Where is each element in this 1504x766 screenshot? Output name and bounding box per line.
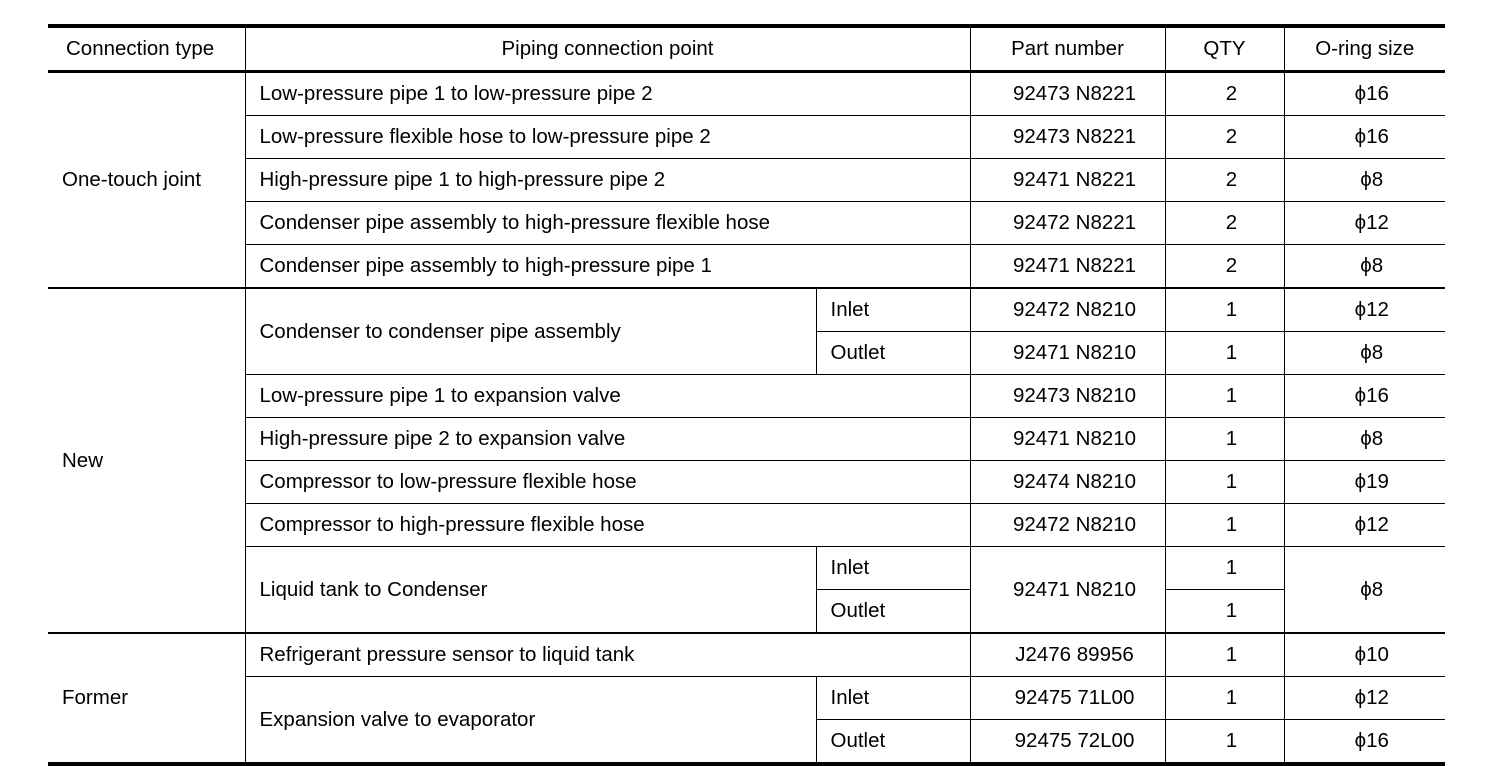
header-qty: QTY — [1165, 26, 1284, 72]
connection-point: Low-pressure pipe 1 to expansion valve — [245, 375, 970, 418]
qty: 2 — [1165, 159, 1284, 202]
part-number: 92471 N8221 — [970, 159, 1165, 202]
header-connection-type: Connection type — [48, 26, 245, 72]
o-ring-size: ϕ10 — [1284, 633, 1445, 677]
qty: 1 — [1165, 633, 1284, 677]
o-ring-size: ϕ8 — [1284, 159, 1445, 202]
o-ring-size: ϕ12 — [1284, 677, 1445, 720]
part-number: J2476 89956 — [970, 633, 1165, 677]
part-number: 92471 N8210 — [970, 332, 1165, 375]
header-part-number: Part number — [970, 26, 1165, 72]
port-label: Inlet — [816, 288, 970, 332]
o-ring-size: ϕ8 — [1284, 418, 1445, 461]
o-ring-size: ϕ8 — [1284, 245, 1445, 289]
table-row — [48, 504, 1445, 547]
connection-point: High-pressure pipe 1 to high-pressure pipe 2 — [245, 159, 970, 202]
part-number: 92473 N8210 — [970, 375, 1165, 418]
o-ring-size: ϕ16 — [1284, 375, 1445, 418]
o-ring-size: ϕ16 — [1284, 720, 1445, 765]
part-number: 92472 N8210 — [970, 288, 1165, 332]
table-row — [48, 72, 1445, 116]
table-row — [48, 116, 1445, 159]
o-ring-size: ϕ16 — [1284, 72, 1445, 116]
table-row — [48, 633, 1445, 677]
port-label: Outlet — [816, 720, 970, 765]
qty: 1 — [1165, 375, 1284, 418]
qty: 1 — [1165, 677, 1284, 720]
connection-point: Liquid tank to Condenser — [245, 547, 816, 634]
port-label: Outlet — [816, 590, 970, 634]
connection-point: Condenser to condenser pipe assembly — [245, 288, 816, 375]
table-row — [48, 245, 1445, 289]
table-row — [48, 547, 1445, 590]
connection-point: Compressor to high-pressure flexible hose — [245, 504, 970, 547]
table-row — [48, 288, 1445, 332]
header-piping-connection-point: Piping connection point — [245, 26, 970, 72]
connection-point: Refrigerant pressure sensor to liquid tank — [245, 633, 970, 677]
qty: 1 — [1165, 590, 1284, 634]
part-number: 92471 N8210 — [970, 418, 1165, 461]
part-number: 92471 N8221 — [970, 245, 1165, 289]
qty: 1 — [1165, 720, 1284, 765]
group-label-new: New — [48, 288, 245, 633]
connection-point: High-pressure pipe 2 to expansion valve — [245, 418, 970, 461]
qty: 2 — [1165, 72, 1284, 116]
port-label: Outlet — [816, 332, 970, 375]
part-number: 92472 N8221 — [970, 202, 1165, 245]
part-number: 92472 N8210 — [970, 504, 1165, 547]
o-ring-size: ϕ8 — [1284, 547, 1445, 634]
o-ring-specification-table — [48, 24, 1445, 766]
table-row — [48, 159, 1445, 202]
o-ring-size: ϕ19 — [1284, 461, 1445, 504]
table-row — [48, 202, 1445, 245]
qty: 1 — [1165, 288, 1284, 332]
connection-point: Expansion valve to evaporator — [245, 677, 816, 765]
table-row — [48, 375, 1445, 418]
port-label: Inlet — [816, 547, 970, 590]
part-number: 92473 N8221 — [970, 116, 1165, 159]
o-ring-size: ϕ12 — [1284, 504, 1445, 547]
port-label: Inlet — [816, 677, 970, 720]
connection-point: Low-pressure flexible hose to low-pressure pipe 2 — [245, 116, 970, 159]
qty: 2 — [1165, 116, 1284, 159]
o-ring-size: ϕ8 — [1284, 332, 1445, 375]
connection-point: Compressor to low-pressure flexible hose — [245, 461, 970, 504]
header-o-ring-size: O-ring size — [1284, 26, 1445, 72]
part-number: 92475 72L00 — [970, 720, 1165, 765]
connection-point: Condenser pipe assembly to high-pressure flexible hose — [245, 202, 970, 245]
qty: 2 — [1165, 202, 1284, 245]
group-label-one-touch-joint: One-touch joint — [48, 72, 245, 289]
table-row — [48, 461, 1445, 504]
o-ring-size: ϕ12 — [1284, 202, 1445, 245]
header-row — [48, 26, 1445, 72]
o-ring-size: ϕ12 — [1284, 288, 1445, 332]
o-ring-size: ϕ16 — [1284, 116, 1445, 159]
part-number: 92471 N8210 — [970, 547, 1165, 634]
part-number: 92474 N8210 — [970, 461, 1165, 504]
connection-point: Condenser pipe assembly to high-pressure pipe 1 — [245, 245, 970, 289]
qty: 1 — [1165, 504, 1284, 547]
table-row — [48, 677, 1445, 720]
connection-point: Low-pressure pipe 1 to low-pressure pipe 2 — [245, 72, 970, 116]
part-number: 92473 N8221 — [970, 72, 1165, 116]
qty: 1 — [1165, 547, 1284, 590]
table-row — [48, 418, 1445, 461]
part-number: 92475 71L00 — [970, 677, 1165, 720]
qty: 2 — [1165, 245, 1284, 289]
qty: 1 — [1165, 418, 1284, 461]
qty: 1 — [1165, 332, 1284, 375]
qty: 1 — [1165, 461, 1284, 504]
group-label-former: Former — [48, 633, 245, 764]
